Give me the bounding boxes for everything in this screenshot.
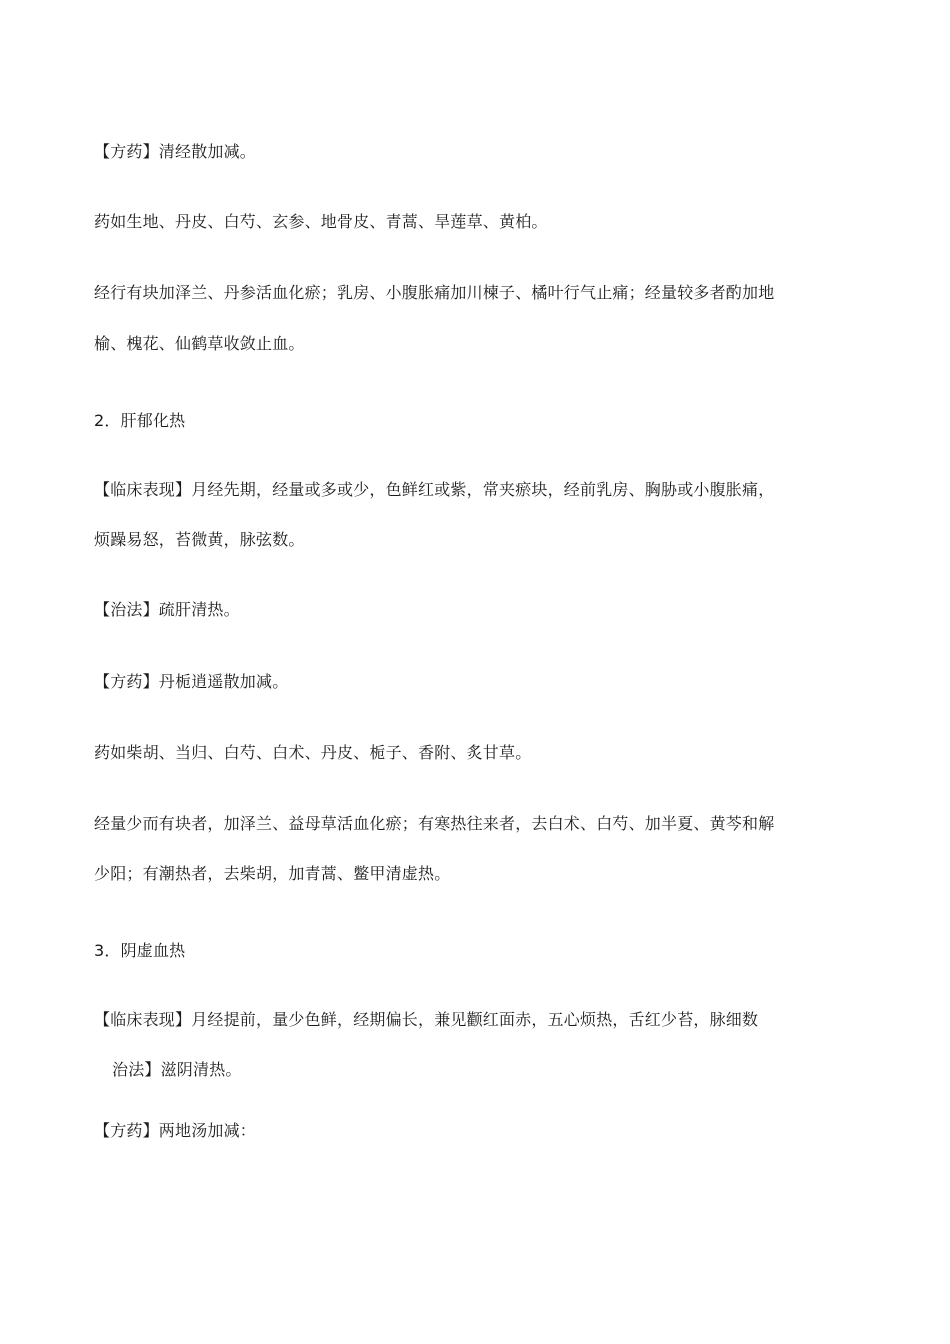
modification-text-1-line-2: 榆、槐花、仙鹤草收敛止血。 [94, 334, 305, 353]
clinical-manifestation-2-line-1: 【临床表现】月经先期，经量或多或少，色鲜红或紫，常夹瘀块，经前乳房、胸胁或小腹胀痛， [94, 480, 775, 499]
treatment-method-2: 【治法】疏肝清热。 [94, 600, 240, 619]
medicine-list-2: 药如柴胡、当归、白芍、白术、丹皮、栀子、香附、炙甘草。 [94, 743, 532, 762]
treatment-method-3: 治法】滋阴清热。 [112, 1060, 242, 1079]
clinical-manifestation-2-line-2: 烦躁易怒，苔微黄，脉弦数。 [94, 530, 305, 549]
clinical-manifestation-3: 【临床表现】月经提前，量少色鲜，经期偏长，兼见颧红面赤，五心烦热，舌红少苔，脉细数 [94, 1010, 759, 1029]
section-heading-3: 3．阴虚血热 [94, 941, 186, 960]
section-heading-2: 2．肝郁化热 [94, 411, 186, 430]
prescription-heading-2: 【方药】丹栀逍遥散加减。 [94, 672, 289, 691]
modification-text-1-line-1: 经行有块加泽兰、丹参活血化瘀；乳房、小腹胀痛加川楝子、橘叶行气止痛；经量较多者酌加地 [94, 283, 775, 302]
prescription-heading-1: 【方药】清经散加减。 [94, 142, 257, 161]
prescription-heading-3: 【方药】两地汤加减： [94, 1121, 257, 1140]
medicine-list-1: 药如生地、丹皮、白芍、玄参、地骨皮、青蒿、旱莲草、黄柏。 [94, 212, 548, 231]
modification-text-2-line-2: 少阳；有潮热者，去柴胡，加青蒿、鳖甲清虚热。 [94, 864, 451, 883]
modification-text-2-line-1: 经量少而有块者，加泽兰、益母草活血化瘀；有寒热往来者，去白术、白芍、加半夏、黄芩和解 [94, 814, 775, 833]
